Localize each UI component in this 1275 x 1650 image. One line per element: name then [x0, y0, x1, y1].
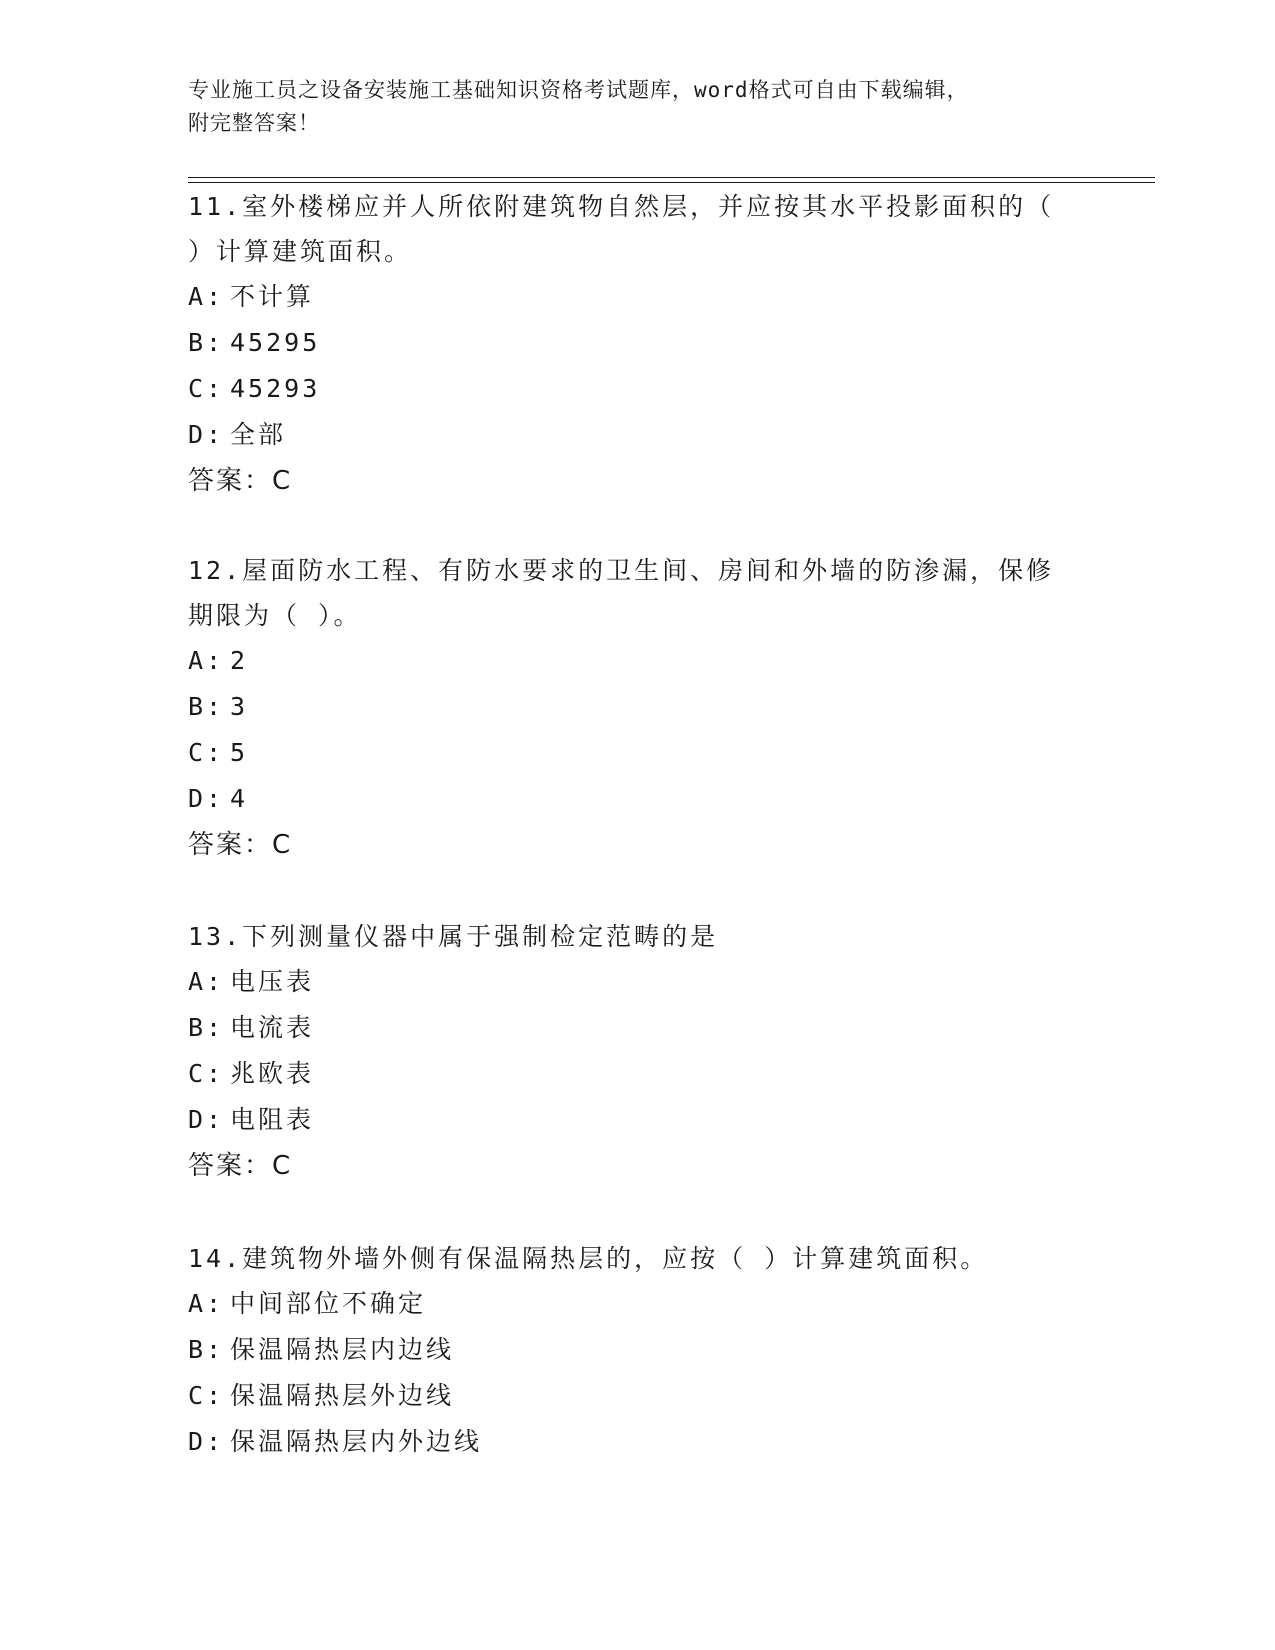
question-14 — [188, 1236, 1088, 1465]
option-text: 中间部位不确定 — [230, 1289, 427, 1318]
option-text: 45293 — [230, 374, 321, 403]
option-key: B: — [188, 1335, 225, 1364]
question-13 — [188, 914, 1088, 1189]
option-key: D: — [188, 784, 225, 813]
option-b — [188, 684, 1088, 730]
option-text: 45295 — [230, 328, 321, 357]
option-d — [188, 776, 1088, 822]
document-header — [188, 74, 1088, 140]
option-key: C: — [188, 374, 225, 403]
option-c — [188, 1373, 1088, 1419]
answer-line: 答案：C — [188, 830, 293, 860]
option-text: 电流表 — [230, 1013, 315, 1042]
header-divider-top — [188, 177, 1155, 178]
question-stem-line-1: 11.室外楼梯应并人所依附建筑物自然层，并应按其水平投影面积的（ — [188, 192, 1055, 221]
option-a — [188, 959, 1088, 1005]
option-key: D: — [188, 1427, 225, 1456]
option-text: 全部 — [230, 420, 287, 449]
option-c — [188, 366, 1088, 412]
option-c — [188, 730, 1088, 776]
option-text: 保温隔热层内外边线 — [230, 1427, 483, 1456]
option-b — [188, 320, 1088, 366]
option-b — [188, 1005, 1088, 1051]
option-key: B: — [188, 328, 225, 357]
option-d — [188, 412, 1088, 458]
header-divider-bottom — [188, 182, 1155, 183]
header-line-1: 专业施工员之设备安装施工基础知识资格考试题库，word格式可自由下载编辑， — [188, 78, 969, 102]
option-a — [188, 1281, 1088, 1327]
option-key: D: — [188, 420, 225, 449]
option-key: B: — [188, 692, 225, 721]
option-key: C: — [188, 1381, 225, 1410]
option-text: 5 — [230, 738, 249, 767]
option-key: D: — [188, 1105, 225, 1134]
option-text: 兆欧表 — [230, 1059, 315, 1088]
option-text: 4 — [230, 784, 249, 813]
option-text: 不计算 — [230, 282, 315, 311]
option-text: 2 — [230, 646, 249, 675]
option-text: 保温隔热层内边线 — [230, 1335, 455, 1364]
option-key: A: — [188, 967, 225, 996]
answer-line: 答案：C — [188, 466, 293, 496]
option-key: A: — [188, 282, 225, 311]
option-c — [188, 1051, 1088, 1097]
answer-line: 答案：C — [188, 1151, 293, 1181]
option-d — [188, 1097, 1088, 1143]
question-stem-line-1: 12.屋面防水工程、有防水要求的卫生间、房间和外墙的防渗漏，保修 — [188, 556, 1055, 585]
question-stem-line-2: 期限为（ ）。 — [188, 601, 362, 630]
option-text: 保温隔热层外边线 — [230, 1381, 455, 1410]
option-key: A: — [188, 646, 225, 675]
question-11 — [188, 184, 1088, 504]
question-stem-line-1: 14.建筑物外墙外侧有保温隔热层的，应按（ ）计算建筑面积。 — [188, 1244, 989, 1273]
option-a — [188, 274, 1088, 320]
option-key: A: — [188, 1289, 225, 1318]
question-stem-line-2: ）计算建筑面积。 — [188, 237, 413, 266]
option-key: B: — [188, 1013, 225, 1042]
question-stem-line-1: 13.下列测量仪器中属于强制检定范畴的是 — [188, 922, 719, 951]
option-a — [188, 638, 1088, 684]
option-b — [188, 1327, 1088, 1373]
option-key: C: — [188, 1059, 225, 1088]
header-line-2: 附完整答案！ — [188, 111, 320, 135]
question-12 — [188, 548, 1088, 868]
option-text: 电压表 — [230, 967, 315, 996]
option-d — [188, 1419, 1088, 1465]
option-text: 3 — [230, 692, 249, 721]
option-text: 电阻表 — [230, 1105, 315, 1134]
option-key: C: — [188, 738, 225, 767]
